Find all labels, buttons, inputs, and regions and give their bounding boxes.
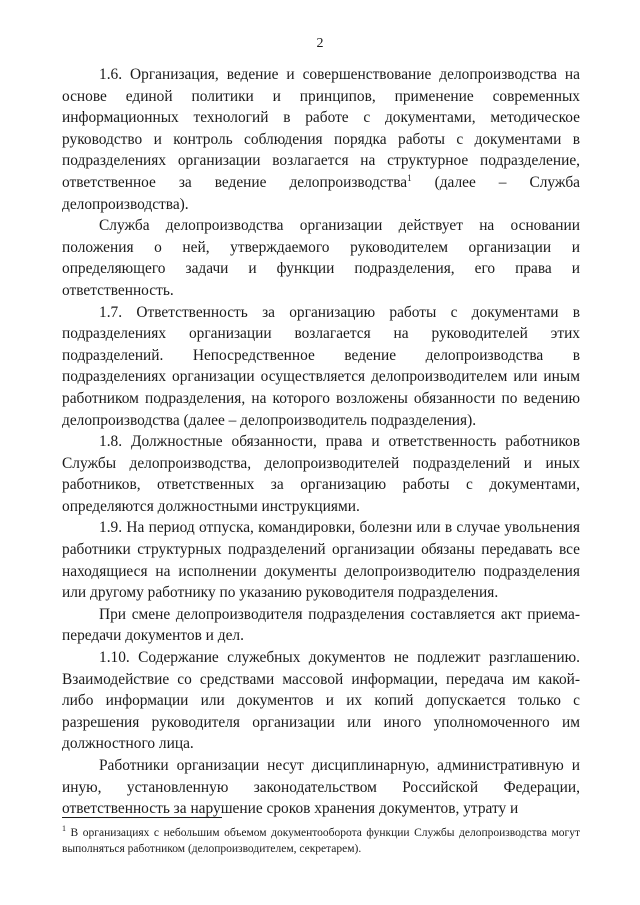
paragraph-text: (далее – Служба делопроизводства). (62, 173, 580, 213)
paragraph-responsibility: Работники организации несут дисциплинарную, административную и иную, установленную законодательством Российской Федерации, ответственность за нарушение сроков хранения документов, утрату и (62, 757, 580, 818)
paragraph-service-regulation: Служба делопроизводства организации действует на основании положения о ней, утверждаемого руководителем организации и определяющего задачи и функции подразделения, его права и ответственность. (62, 217, 580, 299)
paragraph-text: 1.6. Организация, ведение и совершенствование делопроизводства на основе единой политики и принципов, применение современных информационных технологий в работе с документами, методическое руководство и контроль соблюдения порядка работы с документами в подразделениях организации возлагается на структурное подразделение, ответственное за ведение делопроизводства (62, 66, 580, 191)
paragraph-1-6 (62, 64, 580, 215)
paragraph-handover: При смене делопроизводителя подразделения составляется акт приема-передачи документов и дел. (62, 605, 580, 645)
paragraph-1-10: 1.10. Содержание служебных документов не подлежит разглашению. Взаимодействие со средствами массовой информации, передача им какой-либо информации или документов и их копий допускается только с разрешения руководителя организации или иного уполномоченного им должностного лица. (62, 649, 580, 753)
paragraph-1-7: 1.7. Ответственность за организацию работы с документами в подразделениях организации возлагается на руководителей этих подразделений. Непосредственное ведение делопроизводства в подразделениях организации осуществляется делопроизводителем или иным работником подразделения, на которого возложены обязанности по ведению делопроизводства (далее – делопроизводитель подразделения). (62, 303, 580, 429)
document-body (62, 64, 580, 820)
footnote-divider (62, 817, 222, 818)
footnote-reference: 1 (407, 172, 412, 183)
page-number: 2 (316, 36, 324, 51)
footnote (62, 825, 580, 857)
footnote-marker: 1 (62, 824, 66, 834)
paragraph-1-8: 1.8. Должностные обязанности, права и ответственность работников Службы делопроизводства, делопроизводителей подразделений и иных работников, ответственных за организацию работы с документами, определяются должностными инструкциями. (62, 433, 580, 515)
footnote-text: В организациях с небольшим объемом документооборота функции Службы делопроизводства могут выполняться работником (делопроизводителем, секретарем). (62, 827, 580, 855)
paragraph-1-9: 1.9. На период отпуска, командировки, болезни или в случае увольнения работники структурных подразделений организации обязаны передавать все находящиеся на исполнении документы делопроизводителю подразделения или другому работнику по указанию руководителя подразделения. (62, 519, 580, 602)
